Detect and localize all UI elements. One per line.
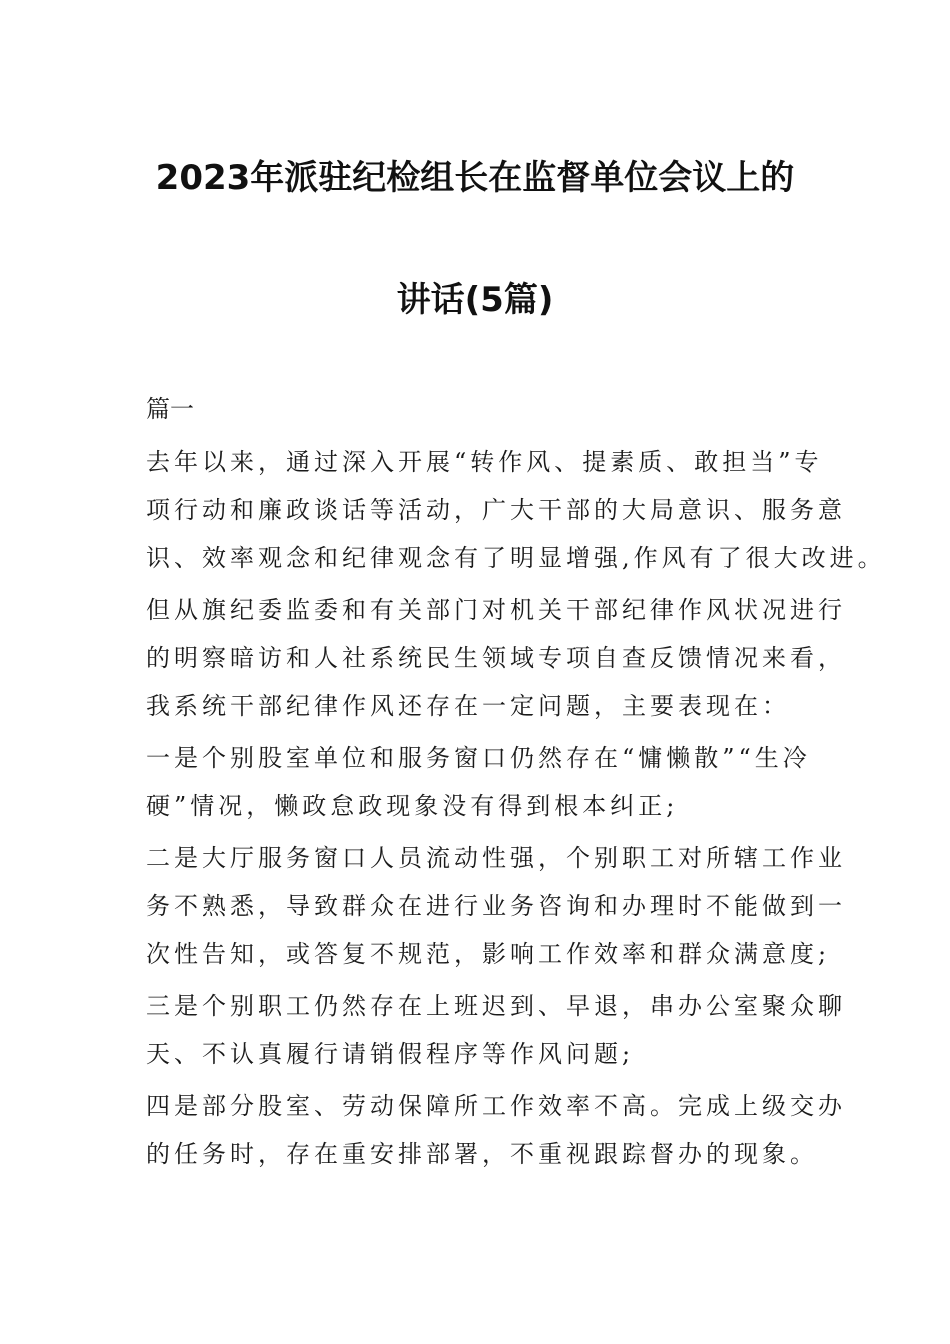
document-title-line-1: 2023年派驻纪检组长在监督单位会议上的 bbox=[155, 158, 795, 198]
paragraph bbox=[146, 586, 846, 730]
paragraph bbox=[146, 1082, 846, 1178]
paragraph-line: 天、不认真履行请销假程序等作风问题; bbox=[146, 1040, 635, 1068]
paragraph-line: 务不熟悉，导致群众在进行业务咨询和办理时不能做到一 bbox=[146, 892, 846, 920]
section-label: 篇一 bbox=[146, 395, 194, 423]
paragraph-line: 次性告知，或答复不规范，影响工作效率和群众满意度; bbox=[146, 940, 831, 968]
paragraph bbox=[146, 982, 846, 1078]
document-body bbox=[146, 390, 886, 1182]
paragraph-line: 但从旗纪委监委和有关部门对机关干部纪律作风状况进行 bbox=[146, 596, 846, 624]
paragraph-line: 的明察暗访和人社系统民生领域专项自查反馈情况来看， bbox=[146, 644, 846, 672]
paragraph-line: 的任务时，存在重安排部署，不重视跟踪督办的现象。 bbox=[146, 1140, 818, 1168]
paragraph-line: 识、效率观念和纪律观念有了明显增强,作风有了很大改进。 bbox=[146, 544, 886, 572]
paragraph-line: 二是大厅服务窗口人员流动性强，个别职工对所辖工作业 bbox=[146, 844, 846, 872]
paragraph bbox=[146, 438, 886, 582]
paragraph-line: 我系统干部纪律作风还存在一定问题，主要表现在： bbox=[146, 692, 790, 720]
paragraph bbox=[146, 734, 826, 830]
paragraph bbox=[146, 834, 846, 978]
paragraph-line: 三是个别职工仍然存在上班迟到、早退，串办公室聚众聊 bbox=[146, 992, 846, 1020]
document-title-line-2: 讲话(5篇) bbox=[396, 280, 554, 320]
paragraph-line: 项行动和廉政谈话等活动，广大干部的大局意识、服务意 bbox=[146, 496, 846, 524]
paragraph-line: 硬”情况，懒政怠政现象没有得到根本纠正; bbox=[146, 792, 679, 820]
paragraph-line: 四是部分股室、劳动保障所工作效率不高。完成上级交办 bbox=[146, 1092, 846, 1120]
paragraph-line: 一是个别股室单位和服务窗口仍然存在“慵懒散”“生冷 bbox=[146, 744, 811, 772]
paragraph-line: 去年以来，通过深入开展“转作风、提素质、敢担当”专 bbox=[146, 448, 823, 476]
